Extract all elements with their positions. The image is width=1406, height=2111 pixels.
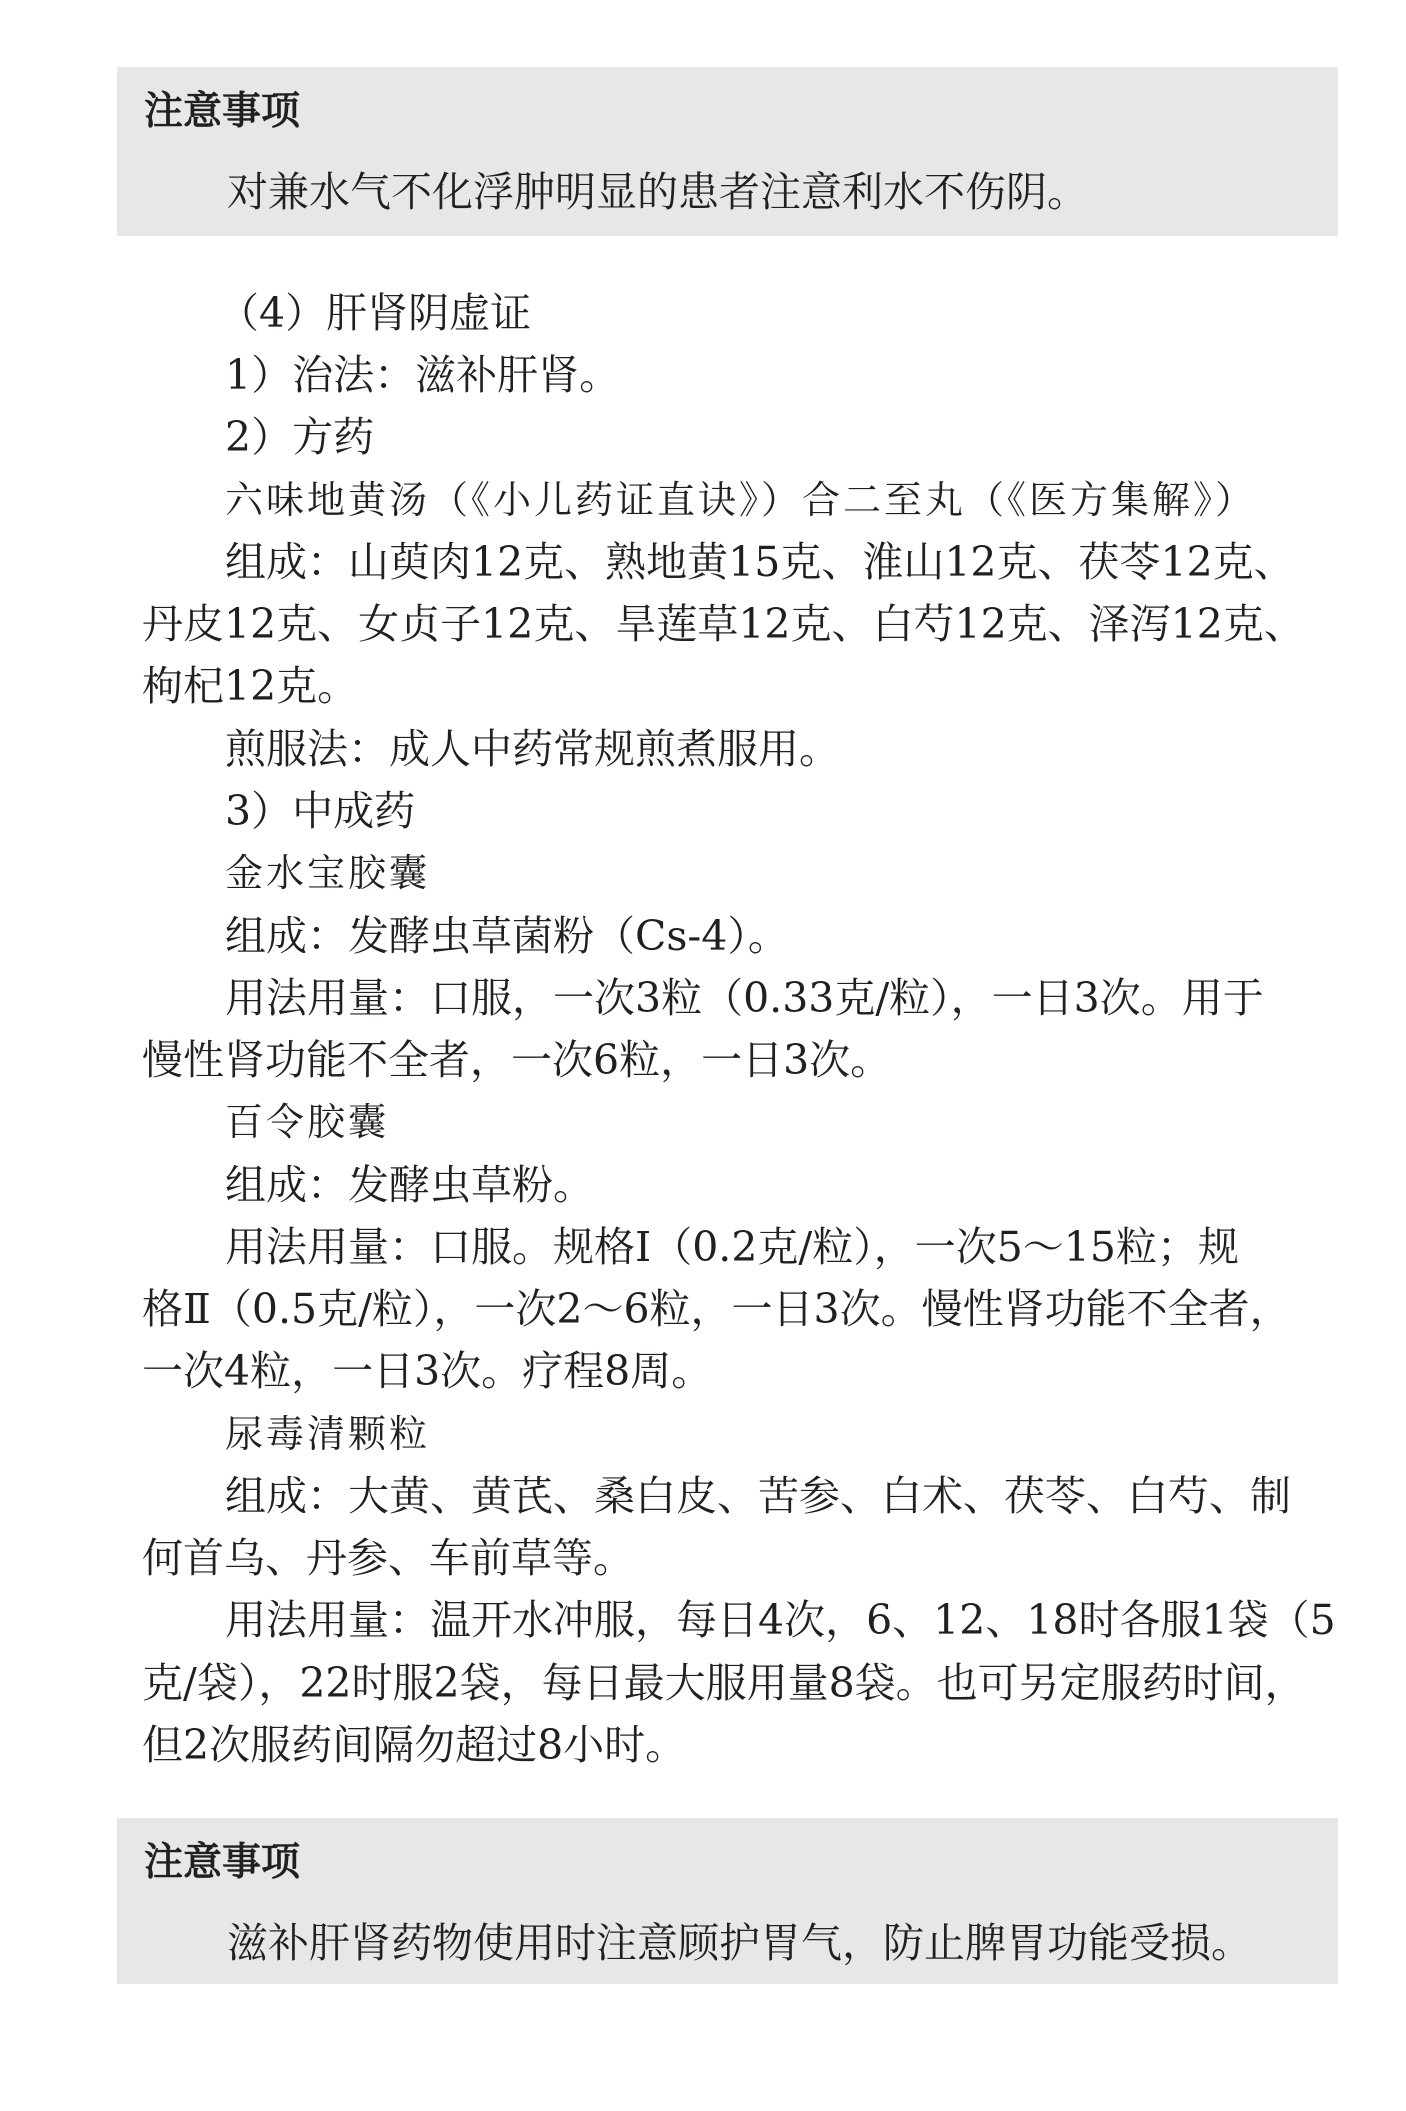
caution-text: 对兼水气不化浮肿明显的患者注意利水不伤阴。 <box>227 168 1088 216</box>
caution-box-top <box>117 67 1338 236</box>
jinshuibao-dosage-line-1: 用法用量：口服，一次3粒（0.33克/粒），一日3次。用于 <box>225 974 1264 1022</box>
niaoduqing-composition-line-1: 组成：大黄、黄芪、桑白皮、苦参、白术、茯苓、白芍、制 <box>225 1472 1291 1520</box>
section-heading-4: （4）肝肾阴虚证 <box>218 289 532 337</box>
jinshuibao-dosage-line-2: 慢性肾功能不全者，一次6粒，一日3次。 <box>142 1036 892 1084</box>
caution-title: 注意事项 <box>144 89 301 134</box>
bailing-dosage-line-1: 用法用量：口服。规格Ⅰ（0.2克/粒），一次5～15粒；规 <box>225 1223 1239 1271</box>
drug-name-bailing: 百令胶囊 <box>225 1100 390 1144</box>
niaoduqing-dosage-line-3: 但2次服药间隔勿超过8小时。 <box>142 1721 687 1769</box>
bailing-composition: 组成：发酵虫草粉。 <box>225 1161 594 1209</box>
prescription-heading: 2）方药 <box>225 413 375 461</box>
treatment-method: 1）治法：滋补肝肾。 <box>225 351 621 399</box>
patent-medicine-heading: 3）中成药 <box>225 787 416 835</box>
composition-line-1: 组成：山萸肉12克、熟地黄15克、淮山12克、茯苓12克、 <box>225 538 1295 586</box>
decoction-method: 煎服法：成人中药常规煎煮服用。 <box>225 725 840 773</box>
niaoduqing-composition-line-2: 何首乌、丹参、车前草等。 <box>142 1534 634 1582</box>
caution-title: 注意事项 <box>144 1840 301 1885</box>
caution-box-bottom <box>117 1818 1338 1984</box>
drug-name-niaoduqing: 尿毒清颗粒 <box>225 1412 431 1456</box>
caution-text: 滋补肝肾药物使用时注意顾护胃气，防止脾胃功能受损。 <box>227 1919 1252 1967</box>
bailing-dosage-line-3: 一次4粒，一日3次。疗程8周。 <box>142 1347 713 1395</box>
jinshuibao-composition: 组成：发酵虫草菌粉（Cs-4）。 <box>225 912 789 960</box>
composition-line-2: 丹皮12克、女贞子12克、旱莲草12克、白芍12克、泽泻12克、 <box>142 600 1305 648</box>
composition-line-3: 枸杞12克。 <box>142 662 359 710</box>
niaoduqing-dosage-line-1: 用法用量：温开水冲服，每日4次，6、12、18时各服1袋（5 <box>225 1596 1336 1644</box>
drug-name-jinshuibao: 金水宝胶囊 <box>225 851 431 895</box>
niaoduqing-dosage-line-2: 克/袋），22时服2袋，每日最大服用量8袋。也可另定服药时间， <box>142 1659 1306 1707</box>
bailing-dosage-line-2: 格Ⅱ（0.5克/粒），一次2～6粒，一日3次。慢性肾功能不全者， <box>142 1285 1291 1333</box>
formula-name: 六味地黄汤（《小儿药证直诀》）合二至丸（《医方集解》） <box>225 478 1257 522</box>
